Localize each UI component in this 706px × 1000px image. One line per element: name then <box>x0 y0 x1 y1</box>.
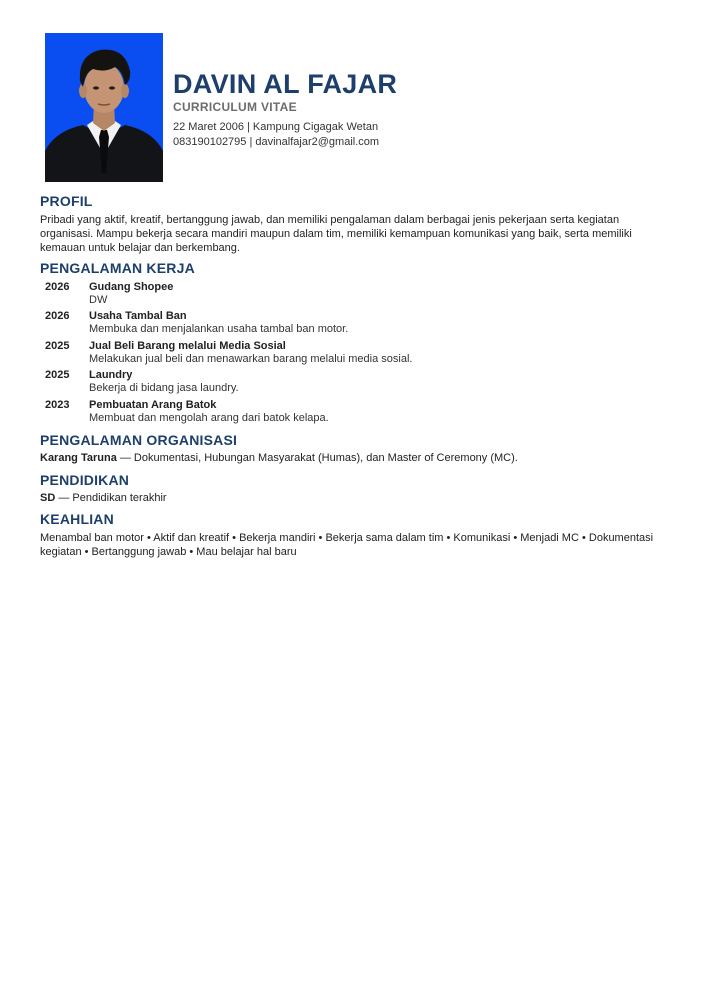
portrait-illustration <box>45 33 163 182</box>
job-desc: Membuka dan menjalankan usaha tambal ban motor. <box>89 323 349 336</box>
job-year: 2026 <box>45 310 70 323</box>
job-item <box>45 369 645 398</box>
job-desc: Melakukan jual beli dan menawarkan barang melalui media sosial. <box>89 352 413 365</box>
job-list <box>45 281 645 428</box>
candidate-name: DAVIN AL FAJAR <box>173 69 398 99</box>
profil-text: Pribadi yang aktif, kreatif, bertanggung jawab, dan memiliki pengalaman dalam berbagai jenis pekerjaan serta kegiatan organisasi. Mampu bekerja secara mandiri maupun dalam tim, memiliki kemampuan komunikasi yang baik, serta memiliki kemauan untuk belajar dan berkembang. <box>40 214 632 254</box>
job-title: Gudang Shopee <box>89 281 174 293</box>
job-year: 2023 <box>45 398 70 411</box>
section-title-pengalaman-organisasi: PENGALAMAN ORGANISASI <box>40 432 238 448</box>
birth-address: 22 Maret 2006 | Kampung Cigagak Wetan <box>173 121 379 133</box>
organization-desc: — Dokumentasi, Hubungan Masyarakat (Humas), dan Master of Ceremony (MC). <box>116 452 518 464</box>
job-year: 2025 <box>45 369 70 382</box>
section-title-pengalaman-kerja: PENGALAMAN KERJA <box>40 260 195 276</box>
job-title: Pembuatan Arang Batok <box>89 398 217 411</box>
phone-email: 083190102795 | davinalfajar2@gmail.com <box>173 136 380 148</box>
education-desc: — Pendidikan terakhir <box>55 492 167 504</box>
education-entry <box>40 492 167 504</box>
job-title: Laundry <box>89 369 133 382</box>
profile-photo <box>45 33 163 182</box>
section-title-profil: PROFIL <box>40 193 93 209</box>
job-item <box>45 399 645 428</box>
organization-entry <box>40 452 518 464</box>
job-item <box>45 281 645 310</box>
job-year: 2025 <box>45 339 70 352</box>
job-title: Usaha Tambal Ban <box>89 310 187 323</box>
job-desc: Membuat dan mengolah arang dari batok kelapa. <box>89 411 329 424</box>
job-desc: Bekerja di bidang jasa laundry. <box>89 382 239 395</box>
job-title: Jual Beli Barang melalui Media Sosial <box>89 339 286 352</box>
job-desc: DW <box>89 294 108 306</box>
education-level: SD <box>40 492 56 504</box>
organization-name: Karang Taruna <box>40 452 117 464</box>
job-year: 2026 <box>45 281 70 293</box>
section-title-keahlian: KEAHLIAN <box>40 511 114 527</box>
job-item <box>45 310 645 339</box>
document-subtitle: CURRICULUM VITAE <box>173 100 297 114</box>
job-item <box>45 340 645 369</box>
section-title-pendidikan: PENDIDIKAN <box>40 472 130 488</box>
skills-text: Menambal ban motor • Aktif dan kreatif • Bekerja mandiri • Bekerja sama dalam tim • Komunikasi • Menjadi MC • Dokumentasi kegiatan • Bertanggung jawab • Mau belajar hal baru <box>40 532 654 558</box>
